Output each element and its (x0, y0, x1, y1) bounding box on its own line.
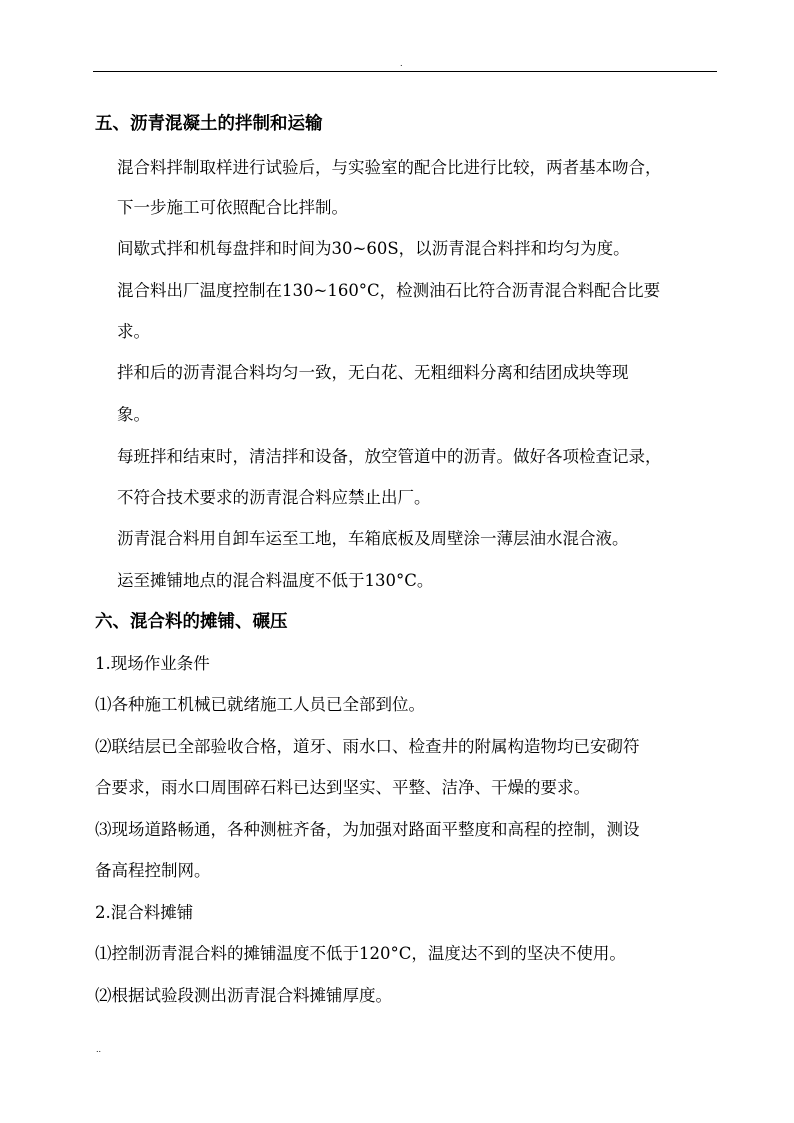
paragraph-line: 间歇式拌和机每盘拌和时间为30~60S，以沥青混合料拌和均匀为度。 (117, 239, 630, 258)
list-item-continuation: 合要求，雨水口周围碎石料已达到坚实、平整、洁净、干燥的要求。 (95, 778, 590, 797)
paragraph-line: 求。 (117, 322, 150, 341)
paragraph-line: 拌和后的沥青混合料均匀一致，无白花、无粗细料分离和结团成块等现 (117, 363, 629, 382)
header-mark: . (400, 59, 403, 68)
footer-mark: .. (96, 1045, 102, 1054)
paragraph-line: 混合料拌制取样进行试验后，与实验室的配合比进行比较，两者基本吻合， (117, 158, 662, 177)
paragraph-line: 下一步施工可依照配合比拌制。 (117, 198, 348, 217)
paragraph-line: 沥青混合料用自卸车运至工地，车箱底板及周壁涂一薄层油水混合液。 (117, 529, 629, 548)
list-item: ⑵根据试验段测出沥青混合料摊铺厚度。 (95, 986, 392, 1005)
paragraph-line: 运至摊铺地点的混合料温度不低于130°C。 (117, 571, 434, 590)
subsection-heading: 2.混合料摊铺 (95, 903, 194, 922)
list-item-continuation: 备高程控制网。 (95, 861, 211, 880)
header-rule (93, 71, 717, 72)
list-item: ⑶现场道路畅通，各种测桩齐备，为加强对路面平整度和高程的控制，测设 (95, 820, 640, 839)
paragraph-line: 混合料出厂温度控制在130~160°C，检测油石比符合沥青混合料配合比要 (117, 281, 661, 300)
section-heading-5: 五、沥青混凝土的拌制和运输 (95, 114, 323, 134)
paragraph-line: 象。 (117, 405, 150, 424)
paragraph-line: 不符合技术要求的沥青混合料应禁止出厂。 (117, 488, 431, 507)
list-item: ⑴各种施工机械已就绪施工人员已全部到位。 (95, 695, 425, 714)
subsection-heading: 1.现场作业条件 (95, 654, 210, 673)
paragraph-line: 每班拌和结束时，清洁拌和设备，放空管道中的沥青。做好各项检查记录， (117, 447, 662, 466)
list-item: ⑵联结层已全部验收合格，道牙、雨水口、检查井的附属构造物均已安砌符 (95, 737, 640, 756)
section-heading-6: 六、混合料的摊铺、碾压 (95, 612, 288, 632)
list-item: ⑴控制沥青混合料的摊铺温度不低于120°C，温度达不到的坚决不使用。 (95, 944, 626, 963)
